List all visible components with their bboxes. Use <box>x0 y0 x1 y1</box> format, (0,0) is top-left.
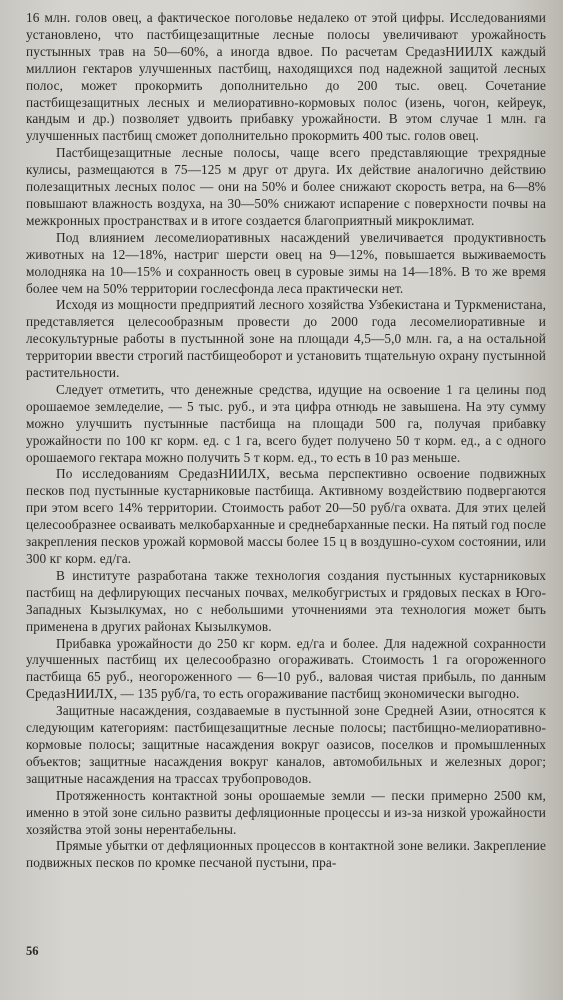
paragraph-11: Прямые убытки от дефляционных процессов в контактной зоне велики. Закрепление подвижных песков по кромке песчаной пустыни, пра- <box>26 838 546 871</box>
paragraph-4: Исходя из мощности предприятий лесного хозяйства Узбекистана и Туркменистана, представляется целесообразным провести до 2000 года лесомелиоративные и лесокультурные работы в пустынной зоне на площади 4,5—5,0 млн. га, а на остальной территории ввести строгий пастбищеоборот и установить тщательную охрану пустынной растительности. <box>26 297 546 381</box>
page-number: 56 <box>26 944 39 958</box>
body-text <box>26 10 546 872</box>
paragraph-10: Протяженность контактной зоны орошаемые земли — пески примерно 2500 км, именно в этой зоне сильно развиты дефляционные процессы и из-за низкой урожайности хозяйства этой зоны нерентабельны. <box>26 787 546 837</box>
paragraph-1: 16 млн. голов овец, а фактическое поголовье недалеко от этой цифры. Исследованиями установлено, что пастбищезащитные лесные полосы увеличивают урожайность пустынных трав на 50—60%, а иногда вдвое. По расчетам СредазНИИЛХ каждый миллион гектаров улучшенных пастбищ, находящихся под надежной защитой лесных полос, может прокормить дополнительно до 200 тыс. овец. Сочетание пастбищезащитных лесных и мелиоративно-кормовых полос (изень, чогон, кейреук, кандым и др.) позволяет удвоить прибавку урожайности. В этом случае 1 млн. га улучшенных пастбищ сможет дополнительно прокормить 400 тыс. голов овец. <box>26 10 546 144</box>
paragraph-8: Прибавка урожайности до 250 кг корм. ед/га и более. Для надежной сохранности улучшенных пастбищ их целесообразно огораживать. Стоимость 1 га огороженного пастбища 65 руб., неогороженного — 6—10 руб., валовая чистая прибыль, по данным СредазНИИЛХ, — 135 руб/га, то есть огораживание пастбищ экономически выгодно. <box>26 635 546 702</box>
paragraph-5: Следует отметить, что денежные средства, идущие на освоение 1 га целины под орошаемое земледелие, — 5 тыс. руб., и эта цифра отнюдь не завышена. На эту сумму можно улучшить пустынные пастбища на площади 500 га, получая прибавку урожайности по 100 кг корм. ед. с 1 га, всего будет получено 50 т корм. ед., а с одного орошаемого гектара можно получить 5 т корм. ед., то есть в 10 раз меньше. <box>26 381 546 465</box>
paragraph-3: Под влиянием лесомелиоративных насаждений увеличивается продуктивность животных на 12—18%, настриг шерсти овец на 9—12%, повышается выживаемость молодняка на 10—15% и сохранность овец в суровые зимы на 14—18%. В то же время более чем на 50% территории гослесфонда леса практически нет. <box>26 229 546 296</box>
paragraph-7: В институте разработана также технология создания пустынных кустарниковых пастбищ на дефлирующих песчаных почвах, мелкобугристых и грядовых песках в Юго-Западных Кызылкумах, но с небольшими уточнениями эта технология может быть применена в других районах Кызылкумов. <box>26 567 546 634</box>
paragraph-2: Пастбищезащитные лесные полосы, чаще всего представляющие трехрядные кулисы, размещаются в 75—125 м друг от друга. Их действие аналогично действию полезащитных лесных полос — они на 50% и более снижают скорость ветра, на 6—8% повышают влажность воздуха, на 30—50% снижают испарение с поверхности почвы на межкронных пространствах и в итоге создается благоприятный микроклимат. <box>26 145 546 228</box>
paragraph-6: По исследованиям СредазНИИЛХ, весьма перспективно освоение подвижных песков под пустынные кустарниковые пастбища. Активному воздействию подвергаются при этом всего 14% территории. Стоимость работ 20—50 руб/га охвата. Для этих целей целесообразнее осваивать мелкобарханные и среднебарханные пески. На пятый год после закрепления песков урожай кормовой массы более 15 ц в воздушно-сухом состоянии, или 300 кг корм. ед/га. <box>26 466 546 566</box>
paragraph-9: Защитные насаждения, создаваемые в пустынной зоне Средней Азии, относятся к следующим категориям: пастбищезащитные лесные полосы; пастбищно-мелиоративно-кормовые полосы; защитные насаждения вокруг оазисов, поселков и промышленных объектов; защитные насаждения вокруг каналов, автомобильных и железных дорог; защитные насаждения на трассах трубопроводов. <box>26 703 546 786</box>
